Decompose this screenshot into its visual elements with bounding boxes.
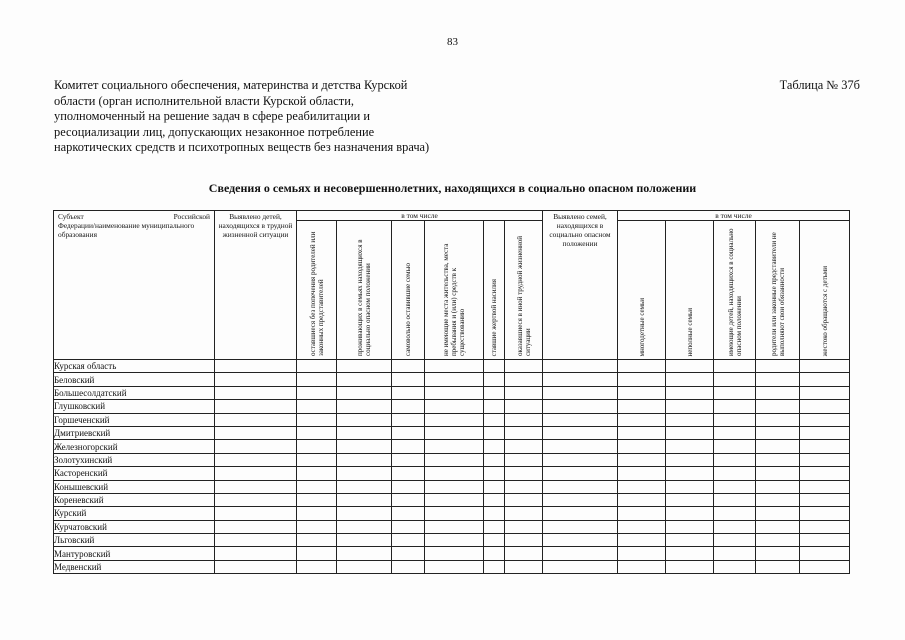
table-cell	[714, 493, 756, 506]
table-cell	[337, 453, 392, 466]
table-cell	[618, 386, 666, 399]
table-cell	[484, 547, 505, 560]
table-cell	[505, 440, 543, 453]
table-cell	[800, 534, 850, 547]
table-cell	[215, 493, 297, 506]
table-cell	[543, 534, 618, 547]
table-row	[54, 426, 850, 439]
header-sub-children: оставшиеся без попечения родителей или законных представителей	[297, 221, 337, 360]
row-name: Глушковский	[54, 400, 215, 413]
row-name: Медвенский	[54, 560, 215, 573]
table-cell	[666, 440, 714, 453]
table-cell	[484, 413, 505, 426]
table-cell	[666, 520, 714, 533]
table-cell	[618, 453, 666, 466]
row-name: Мантуровский	[54, 547, 215, 560]
table-cell	[484, 360, 505, 373]
table-cell	[666, 400, 714, 413]
table-cell	[714, 386, 756, 399]
table-cell	[297, 520, 337, 533]
table-cell	[505, 560, 543, 573]
table-cell	[337, 480, 392, 493]
table-cell	[337, 520, 392, 533]
table-cell	[484, 520, 505, 533]
table-row	[54, 413, 850, 426]
table-cell	[618, 507, 666, 520]
table-cell	[392, 507, 425, 520]
table-cell	[215, 480, 297, 493]
table-cell	[425, 493, 484, 506]
row-name: Железногорский	[54, 440, 215, 453]
table-cell	[505, 480, 543, 493]
header-in-that-number-children: в том числе	[297, 211, 543, 221]
organization-line: уполномоченный на решение задач в сфере реабилитации и	[54, 109, 370, 123]
table-cell	[505, 520, 543, 533]
table-cell	[297, 507, 337, 520]
table-cell	[756, 413, 800, 426]
table-cell	[484, 440, 505, 453]
table-cell	[215, 560, 297, 573]
table-cell	[297, 373, 337, 386]
table-cell	[543, 467, 618, 480]
row-name: Льговский	[54, 534, 215, 547]
table-cell	[425, 547, 484, 560]
table-cell	[297, 547, 337, 560]
table-cell	[666, 426, 714, 439]
row-name: Курская область	[54, 360, 215, 373]
table-cell	[215, 453, 297, 466]
row-name: Кореневский	[54, 493, 215, 506]
table-cell	[425, 400, 484, 413]
table-cell	[543, 493, 618, 506]
table-cell	[484, 386, 505, 399]
table-cell	[800, 547, 850, 560]
table-cell	[484, 480, 505, 493]
table-row	[54, 440, 850, 453]
table-cell	[297, 400, 337, 413]
table-cell	[666, 507, 714, 520]
table-body	[54, 360, 850, 574]
table-cell	[618, 493, 666, 506]
table-cell	[756, 493, 800, 506]
table-cell	[543, 373, 618, 386]
table-cell	[297, 467, 337, 480]
table-cell	[714, 373, 756, 386]
table-cell	[392, 493, 425, 506]
header-subject: Субъект Российской Федерации/наименование муниципального образования	[54, 211, 215, 360]
table-cell	[337, 360, 392, 373]
table-cell	[618, 360, 666, 373]
table-cell	[505, 426, 543, 439]
table-cell	[543, 520, 618, 533]
table-cell	[337, 467, 392, 480]
table-cell	[800, 520, 850, 533]
table-cell	[392, 440, 425, 453]
table-cell	[215, 413, 297, 426]
table-cell	[618, 520, 666, 533]
table-cell	[666, 413, 714, 426]
table-row	[54, 547, 850, 560]
table-cell	[714, 507, 756, 520]
header-sub-children: ставшие жертвой насилия	[484, 221, 505, 360]
table-cell	[543, 426, 618, 439]
table-cell	[297, 493, 337, 506]
table-cell	[505, 373, 543, 386]
table-cell	[392, 560, 425, 573]
table-cell	[756, 373, 800, 386]
table-cell	[484, 400, 505, 413]
header-sub-children: оказавшиеся в иной трудной жизненной ситуации	[505, 221, 543, 360]
row-name: Большесолдатский	[54, 386, 215, 399]
table-cell	[618, 547, 666, 560]
table-cell	[800, 400, 850, 413]
table-cell	[505, 534, 543, 547]
table-cell	[756, 534, 800, 547]
table-cell	[425, 560, 484, 573]
header-sub-children: не имеющие места жительства, места пребывания и (или) средств к существованию	[425, 221, 484, 360]
table-cell	[505, 360, 543, 373]
table-cell	[543, 360, 618, 373]
table-cell	[215, 373, 297, 386]
table-cell	[543, 386, 618, 399]
table-cell	[425, 440, 484, 453]
table-cell	[714, 534, 756, 547]
table-cell	[714, 413, 756, 426]
table-cell	[618, 467, 666, 480]
organization-line: области (орган исполнительной власти Курской области,	[54, 93, 354, 108]
table-cell	[756, 480, 800, 493]
table-cell	[484, 373, 505, 386]
table-cell	[484, 493, 505, 506]
table-row	[54, 467, 850, 480]
table-cell	[800, 440, 850, 453]
table-cell	[618, 560, 666, 573]
table-cell	[543, 453, 618, 466]
row-name: Касторенский	[54, 467, 215, 480]
table-cell	[484, 426, 505, 439]
table-cell	[505, 493, 543, 506]
table-cell	[505, 400, 543, 413]
table-cell	[756, 547, 800, 560]
table-cell	[505, 386, 543, 399]
header-sub-children: самовольно оставившие семью	[392, 221, 425, 360]
table-cell	[392, 453, 425, 466]
organization-line: Комитет социального обеспечения, материнства и детства Курской	[54, 78, 408, 92]
table-cell	[666, 534, 714, 547]
table-cell	[666, 373, 714, 386]
table-cell	[543, 440, 618, 453]
table-cell	[392, 480, 425, 493]
table-cell	[800, 480, 850, 493]
table-cell	[215, 440, 297, 453]
table-cell	[543, 413, 618, 426]
table-row	[54, 373, 850, 386]
table-cell	[505, 467, 543, 480]
table-row	[54, 360, 850, 373]
table-cell	[666, 560, 714, 573]
table-cell	[714, 440, 756, 453]
table-cell	[505, 413, 543, 426]
header-sub-families: неполные семьи	[666, 221, 714, 360]
table-cell	[756, 453, 800, 466]
table-cell	[392, 373, 425, 386]
table-cell	[392, 400, 425, 413]
table-cell	[714, 400, 756, 413]
table-row	[54, 453, 850, 466]
table-cell	[484, 560, 505, 573]
table-cell	[425, 426, 484, 439]
table-cell	[666, 480, 714, 493]
table-cell	[800, 360, 850, 373]
header-sub-families: жестоко обращаются с детьми	[800, 221, 850, 360]
table-cell	[484, 453, 505, 466]
table-cell	[392, 547, 425, 560]
table-cell	[297, 426, 337, 439]
table-cell	[215, 386, 297, 399]
organization-line: наркотических средств и психотропных веществ без назначения врача)	[54, 140, 430, 154]
table-row	[54, 493, 850, 506]
table-cell	[297, 413, 337, 426]
table-cell	[800, 560, 850, 573]
table-cell	[392, 386, 425, 399]
table-cell	[297, 360, 337, 373]
table-cell	[337, 413, 392, 426]
table-cell	[714, 360, 756, 373]
table-row	[54, 534, 850, 547]
table-cell	[392, 360, 425, 373]
header-children-identified: Выявлено детей, находящихся в трудной жизненной ситуации	[215, 211, 297, 360]
document-title: Сведения о семьях и несовершеннолетних, находящихся в социально опасном положении	[208, 181, 697, 195]
table-cell	[392, 534, 425, 547]
table-cell	[666, 467, 714, 480]
table-row	[54, 400, 850, 413]
table-cell	[800, 373, 850, 386]
table-cell	[714, 467, 756, 480]
table-cell	[337, 534, 392, 547]
table-cell	[543, 480, 618, 493]
table-cell	[337, 493, 392, 506]
table-cell	[297, 534, 337, 547]
header-in-that-number-families: в том числе	[618, 211, 850, 221]
table-cell	[484, 534, 505, 547]
table-cell	[337, 507, 392, 520]
table-cell	[714, 453, 756, 466]
table-cell	[800, 413, 850, 426]
table-cell	[618, 534, 666, 547]
table-cell	[618, 440, 666, 453]
table-cell	[756, 520, 800, 533]
header-row-groups	[54, 211, 850, 221]
table-cell	[215, 520, 297, 533]
header-sub-families: имеющие детей, находящихся в социально опасном положении	[714, 221, 756, 360]
table-cell	[484, 507, 505, 520]
table-cell	[618, 413, 666, 426]
table-cell	[425, 413, 484, 426]
table-row	[54, 560, 850, 573]
report-table	[53, 210, 850, 574]
table-cell	[666, 547, 714, 560]
row-name: Дмитриевский	[54, 426, 215, 439]
table-cell	[337, 560, 392, 573]
table-cell	[392, 520, 425, 533]
table-cell	[425, 520, 484, 533]
table-cell	[800, 507, 850, 520]
table-cell	[425, 534, 484, 547]
table-row	[54, 520, 850, 533]
table-cell	[505, 507, 543, 520]
table-cell	[756, 386, 800, 399]
header-sub-families: многодетные семьи	[618, 221, 666, 360]
table-cell	[800, 426, 850, 439]
table-cell	[425, 453, 484, 466]
table-cell	[392, 426, 425, 439]
table-cell	[756, 467, 800, 480]
table-cell	[215, 534, 297, 547]
table-cell	[756, 360, 800, 373]
table-cell	[215, 547, 297, 560]
table-cell	[297, 386, 337, 399]
organization-line: ресоциализации лиц, допускающих незаконное потребление	[54, 124, 375, 139]
header-sub-families: родители или законные представители не выполняют свои обязанности	[756, 221, 800, 360]
table-cell	[756, 560, 800, 573]
row-name: Горшеченский	[54, 413, 215, 426]
table-cell	[215, 426, 297, 439]
table-cell	[297, 560, 337, 573]
table-cell	[756, 507, 800, 520]
table-row	[54, 507, 850, 520]
table-cell	[714, 480, 756, 493]
row-name: Беловский	[54, 373, 215, 386]
table-cell	[425, 467, 484, 480]
table-cell	[505, 453, 543, 466]
row-name: Курчатовский	[54, 520, 215, 533]
table-cell	[425, 386, 484, 399]
table-cell	[484, 467, 505, 480]
table-cell	[714, 547, 756, 560]
table-cell	[215, 400, 297, 413]
table-cell	[337, 547, 392, 560]
table-cell	[756, 440, 800, 453]
table-cell	[543, 547, 618, 560]
table-cell	[666, 453, 714, 466]
table-row	[54, 386, 850, 399]
organization-block	[54, 78, 474, 156]
table-cell	[800, 493, 850, 506]
table-cell	[618, 400, 666, 413]
table-cell	[800, 386, 850, 399]
table-cell	[756, 426, 800, 439]
table-cell	[756, 400, 800, 413]
table-cell	[215, 467, 297, 480]
table-cell	[425, 480, 484, 493]
table-cell	[543, 400, 618, 413]
table-cell	[425, 507, 484, 520]
table-cell	[215, 360, 297, 373]
table-cell	[392, 467, 425, 480]
row-name: Золотухинский	[54, 453, 215, 466]
table-cell	[618, 480, 666, 493]
table-cell	[425, 360, 484, 373]
page-number: 83	[447, 36, 458, 48]
table-cell	[337, 400, 392, 413]
table-cell	[337, 373, 392, 386]
header-sub-children: проживающих в семьях находящихся в социально опасном положении	[337, 221, 392, 360]
table-cell	[714, 560, 756, 573]
table-cell	[666, 493, 714, 506]
table-cell	[392, 413, 425, 426]
table-cell	[800, 467, 850, 480]
table-cell	[337, 426, 392, 439]
table-number: Таблица № 37б	[779, 78, 860, 92]
table-cell	[800, 453, 850, 466]
table-cell	[337, 386, 392, 399]
table-cell	[297, 440, 337, 453]
table-cell	[666, 360, 714, 373]
table-cell	[297, 453, 337, 466]
row-name: Курский	[54, 507, 215, 520]
row-name: Конышевский	[54, 480, 215, 493]
table-cell	[618, 373, 666, 386]
table-row	[54, 480, 850, 493]
table-cell	[337, 440, 392, 453]
table-cell	[505, 547, 543, 560]
table-cell	[215, 507, 297, 520]
table-cell	[543, 507, 618, 520]
table-cell	[297, 480, 337, 493]
table-cell	[714, 426, 756, 439]
header-families-identified: Выявлено семей, находящихся в социально опасном положении	[543, 211, 618, 360]
table-cell	[618, 426, 666, 439]
table-cell	[543, 560, 618, 573]
table-cell	[714, 520, 756, 533]
table-cell	[666, 386, 714, 399]
table-cell	[425, 373, 484, 386]
